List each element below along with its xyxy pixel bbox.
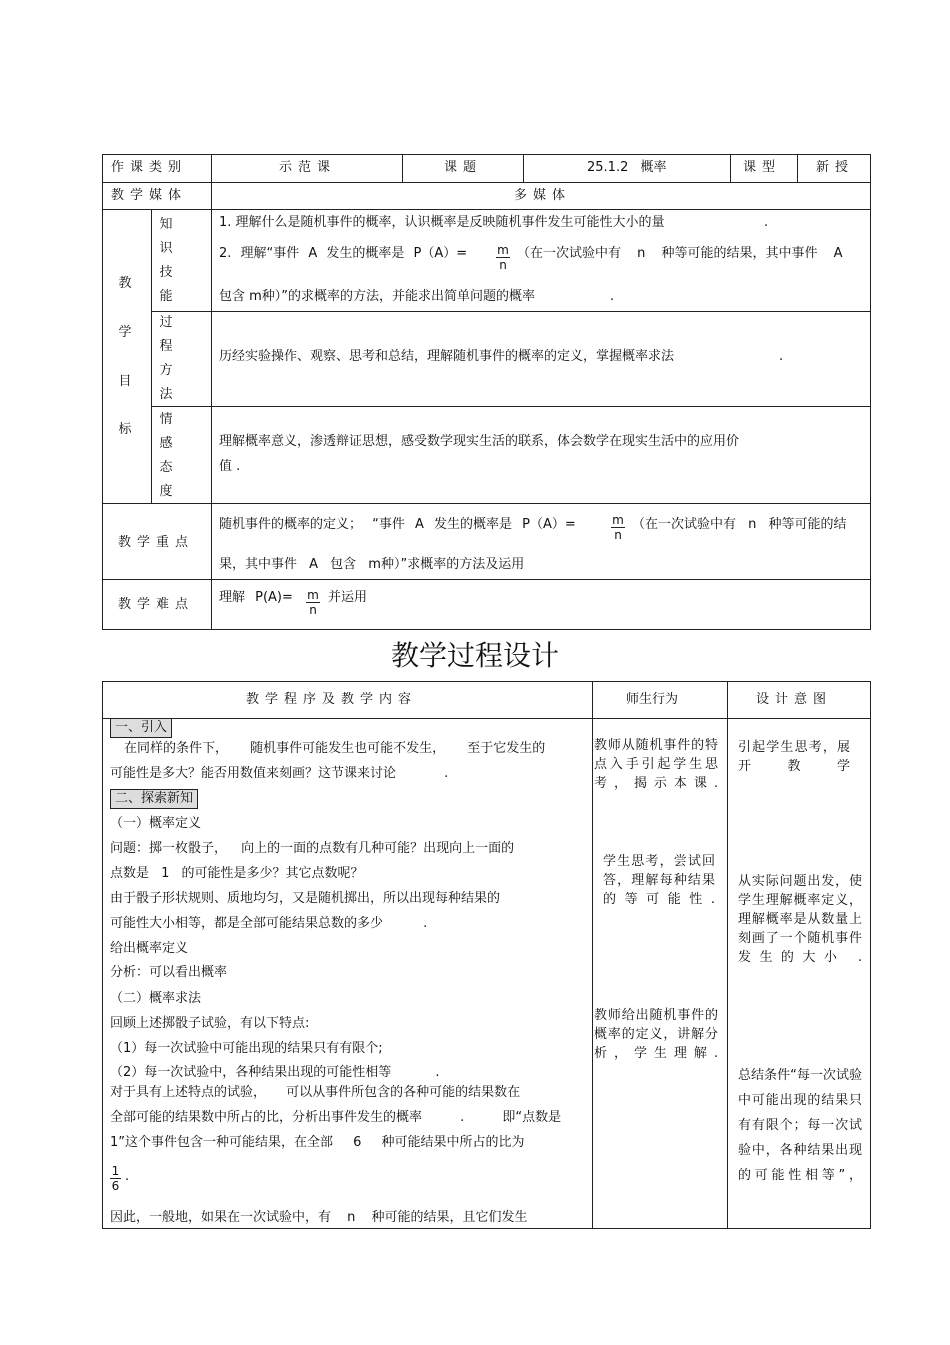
key-point-line-1b: （在一次试验中有 n 种等可能的结 xyxy=(632,517,847,532)
key-point-line-2: 果，其中事件 A 包含 m种）”求概率的方法及运用 xyxy=(219,557,525,572)
intent-2: 从实际问题出发，使学生理解概率定义，理解概率是从数量上刻画了一个随机事件发生的大小 . xyxy=(738,874,862,965)
emotion-line-2: 值 . xyxy=(219,459,241,474)
topic-label: 课题 xyxy=(444,160,483,175)
col-header-content: 教学程序及教学内容 xyxy=(246,692,418,707)
intro-label: 一、引入 xyxy=(110,718,172,738)
question-line-6: 分析：可以看出概率 xyxy=(110,965,228,980)
fraction-period: . xyxy=(125,1169,130,1184)
method-line-1: 回顾上述掷骰子试验，有以下特点: xyxy=(110,1016,310,1031)
section-title: 教学过程设计 xyxy=(390,639,559,672)
teacher-action-1: 教师从随机事件的特点入手引起学生思考，揭示本课. xyxy=(594,738,718,791)
process-text: 历经实验操作、观察、思考和总结，理解随机事件的概率的定义，掌握概率求法 xyxy=(219,349,675,364)
method-heading: （二）概率求法 xyxy=(110,991,202,1006)
knowledge-line-2a: 2. 理解“事件 A 发生的概率是 P（A）= xyxy=(219,246,468,261)
col-header-actions: 师生行为 xyxy=(626,692,679,707)
lesson-type-value: 新授 xyxy=(816,160,855,175)
fraction-m-over-n: $\frac{m}{n}$ xyxy=(497,243,509,272)
intent-1: 引起学生思考，展开教学 xyxy=(738,740,850,774)
course-type-value: 示范课 xyxy=(279,160,337,175)
lesson-type-label: 课型 xyxy=(743,160,782,175)
knowledge-line-1: 1. 理解什么是随机事件的概率，认识概率是反映随机事件发生可能性大小的量 xyxy=(219,215,665,230)
emotion-line-1: 理解概率意义，渗透辩证思想，感受数学现实生活的联系，体会数学在现实生活中的应用价 xyxy=(219,434,740,449)
difficulty-label: 教学难点 xyxy=(118,597,195,612)
student-action-2: 学生思考，尝试回答，理解每种结果的等可能性. xyxy=(603,854,715,907)
col-header-intent: 设计意图 xyxy=(756,692,833,707)
difficulty-text-b: 并运用 xyxy=(328,590,368,605)
knowledge-line-2b: （在一次试验中有 n 种等可能的结果，其中事件 A xyxy=(517,246,843,261)
knowledge-line-3: 包含 m种）”的求概率的方法，并能求出简单问题的概率 xyxy=(219,289,536,304)
question-line-4: 可能性大小相等，都是全部可能结果总数的多少 . xyxy=(110,916,428,931)
topic-value: 25.1.2 概率 xyxy=(587,160,667,175)
media-label: 教学媒体 xyxy=(111,188,188,203)
intent-3: 总结条件“每一次试验中可能出现的结果只有有限个；每一次试验中，各种结果出现的可能性相等”， xyxy=(738,1068,862,1183)
key-point-label: 教学重点 xyxy=(118,535,195,550)
key-point-line-1a: 随机事件的概率的定义； “事件 A 发生的概率是 P（A）= xyxy=(219,517,576,532)
question-line-1: 问题：掷一枚骰子， 向上的一面的点数有几种可能？出现向上一面的 xyxy=(110,841,515,856)
intro-line-2: 可能性是多大？能否用数值来刻画？这节课来讨论 . xyxy=(110,766,449,781)
fraction-one-sixth: $\frac{1}{6}$ xyxy=(111,1164,120,1193)
definition-heading: （一）概率定义 xyxy=(110,816,202,831)
teacher-action-3: 教师给出随机事件的概率的定义，讲解分析，学生理解. xyxy=(594,1008,718,1061)
question-line-2: 点数是 1 的可能性是多少？其它点数呢？ xyxy=(110,866,364,881)
method-line-5: 全部可能的结果数中所占的比，分析出事件发生的概率 . 即“点数是 xyxy=(110,1110,562,1125)
fraction-m-over-n: $\frac{m}{n}$ xyxy=(612,513,624,542)
explore-label: 二、探索新知 xyxy=(110,789,198,809)
question-line-3: 由于骰子形状规则、质地均匀，又是随机掷出，所以出现每种结果的 xyxy=(110,891,501,906)
media-value: 多媒体 xyxy=(514,188,572,203)
method-line-4: 对于具有上述特点的试验， 可以从事件所包含的各种可能的结果数在 xyxy=(110,1085,521,1100)
course-type-label: 作课类别 xyxy=(111,160,188,175)
intro-line-1: 在同样的条件下， 随机事件可能发生也可能不发生， 至于它发生的 xyxy=(124,741,546,756)
method-line-2: （1）每一次试验中可能出现的结果只有有限个; xyxy=(110,1041,383,1056)
question-line-5: 给出概率定义 xyxy=(110,941,189,956)
fraction-m-over-n: $\frac{m}{n}$ xyxy=(307,588,319,617)
method-line-6: 1”这个事件包含一种可能结果，在全部 6 种可能结果中所占的比为 xyxy=(110,1135,525,1150)
method-line-3: （2）每一次试验中，各种结果出现的可能性相等 . xyxy=(110,1065,440,1080)
method-line-7: 因此，一般地，如果在一次试验中，有 n 种可能的结果，且它们发生 xyxy=(110,1210,528,1225)
difficulty-text-a: 理解 P(A)= xyxy=(219,590,293,605)
